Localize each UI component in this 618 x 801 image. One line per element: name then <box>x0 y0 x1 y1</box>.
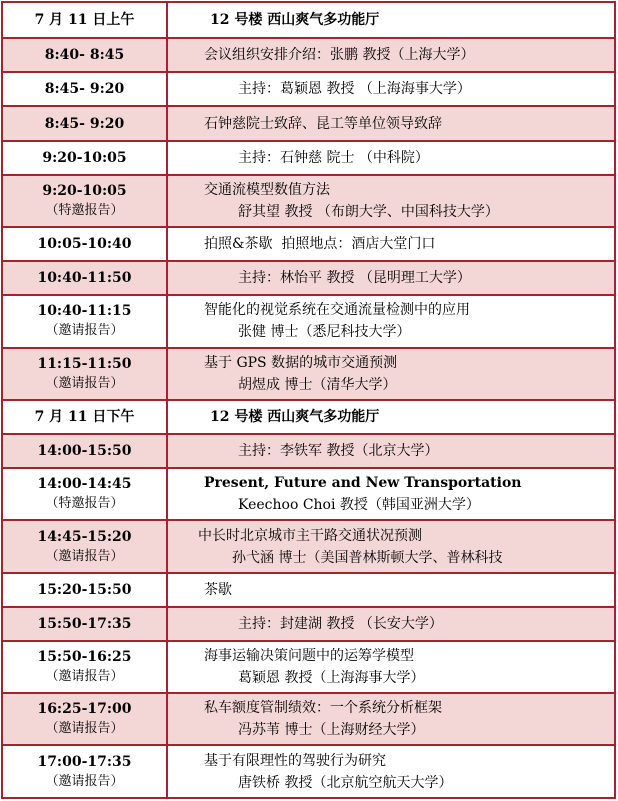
agenda-item: 会议组织安排介绍：张鹏 教授（上海大学） <box>167 38 615 72</box>
schedule-row <box>2 106 615 140</box>
session-venue: 12 号楼 西山爽气多功能厅 <box>167 2 615 38</box>
schedule-row <box>2 295 615 347</box>
schedule-row <box>2 72 615 106</box>
schedule-row <box>2 607 615 641</box>
schedule-row <box>2 227 615 261</box>
time-slot: 14:45-15:20 <box>37 528 132 545</box>
talk-title: 智能化的视觉系统在交通流量检测中的应用 <box>204 302 470 319</box>
time-slot: 17:00-17:35 <box>37 753 132 770</box>
session-date: 7 月 11 日上午 <box>2 2 167 38</box>
schedule-row <box>2 641 615 693</box>
chair-line: 主持：李铁军 教授（北京大学） <box>238 443 439 460</box>
time-slot: 10:40-11:15 <box>37 303 132 320</box>
speaker: 张健 博士（悉尼科技大学） <box>238 324 411 341</box>
time-slot: 14:00-15:50 <box>2 434 167 468</box>
time-slot: 15:20-15:50 <box>2 573 167 607</box>
speaker: 舒其望 教授 （布朗大学、中国科技大学） <box>238 203 499 220</box>
schedule-row <box>2 520 615 572</box>
talk-title: 私车额度管制绩效：一个系统分析框架 <box>204 700 442 717</box>
schedule-row <box>2 38 615 72</box>
speaker: 孙弋涵 博士（美国普林斯顿大学、普林科技 <box>232 549 503 566</box>
chair-line: 主持：封建湖 教授 （长安大学） <box>238 615 443 632</box>
time-slot: 10:05-10:40 <box>2 227 167 261</box>
schedule-row <box>2 573 615 607</box>
schedule-row <box>2 693 615 745</box>
schedule-row <box>2 434 615 468</box>
chair-line: 主持：石钟慈 院士 （中科院） <box>238 149 429 166</box>
talk-type: （邀请报告） <box>45 323 124 339</box>
talk-title: 交通流模型数值方法 <box>204 181 330 198</box>
session-header-afternoon <box>2 400 615 434</box>
schedule-row <box>2 468 615 520</box>
talk-title: 海事运输决策问题中的运筹学模型 <box>204 648 414 665</box>
time-slot: 15:50-16:25 <box>37 649 132 666</box>
talk-title: 基于有限理性的驾驶行为研究 <box>204 752 386 769</box>
time-slot: 9:20-10:05 <box>42 182 127 199</box>
schedule-row <box>2 175 615 227</box>
schedule-row <box>2 745 615 798</box>
speaker: 胡煜成 博士（清华大学） <box>238 376 397 393</box>
time-slot: 16:25-17:00 <box>37 701 132 718</box>
time-slot: 8:40- 8:45 <box>2 38 167 72</box>
talk-title: 基于 GPS 数据的城市交通预测 <box>204 354 398 371</box>
chair-line: 主持：林怡平 教授 （昆明理工大学） <box>238 270 471 287</box>
talk-type: （特邀报告） <box>45 496 124 512</box>
agenda-item: 拍照&茶歇 拍照地点：酒店大堂门口 <box>167 227 615 261</box>
time-slot: 14:00-14:45 <box>37 476 132 493</box>
schedule-row <box>2 348 615 400</box>
schedule-row <box>2 261 615 295</box>
session-venue: 12 号楼 西山爽气多功能厅 <box>167 400 615 434</box>
chair-line: 主持：葛颖恩 教授 （上海海事大学） <box>238 81 471 98</box>
time-slot: 10:40-11:50 <box>2 261 167 295</box>
time-slot: 8:45- 9:20 <box>2 72 167 106</box>
time-slot: 9:20-10:05 <box>2 141 167 175</box>
time-slot: 15:50-17:35 <box>2 607 167 641</box>
agenda-item: 茶歇 <box>167 573 615 607</box>
talk-type: （邀请报告） <box>45 548 124 564</box>
speaker: 葛颖恩 教授（上海海事大学） <box>238 670 425 687</box>
conference-schedule-table <box>1 1 616 799</box>
talk-type: （邀请报告） <box>45 773 124 789</box>
speaker: 冯苏苇 博士（上海财经大学） <box>238 722 425 739</box>
speaker: 唐铁桥 教授（北京航空航天大学） <box>238 774 453 791</box>
agenda-item: 石钟慈院士致辞、昆工等单位领导致辞 <box>167 106 615 140</box>
time-slot: 8:45- 9:20 <box>2 106 167 140</box>
session-date: 7 月 11 日下午 <box>2 400 167 434</box>
speaker: Keechoo Choi 教授（韩国亚洲大学） <box>238 497 480 514</box>
schedule-row <box>2 141 615 175</box>
talk-type: （特邀报告） <box>45 202 124 218</box>
talk-title: 中长时北京城市主干路交通状况预测 <box>198 527 422 544</box>
talk-title: Present, Future and New Transportation <box>204 475 522 492</box>
talk-type: （邀请报告） <box>45 669 124 685</box>
time-slot: 11:15-11:50 <box>37 355 132 372</box>
session-header-morning <box>2 2 615 38</box>
talk-type: （邀请报告） <box>45 721 124 737</box>
talk-type: （邀请报告） <box>45 375 124 391</box>
